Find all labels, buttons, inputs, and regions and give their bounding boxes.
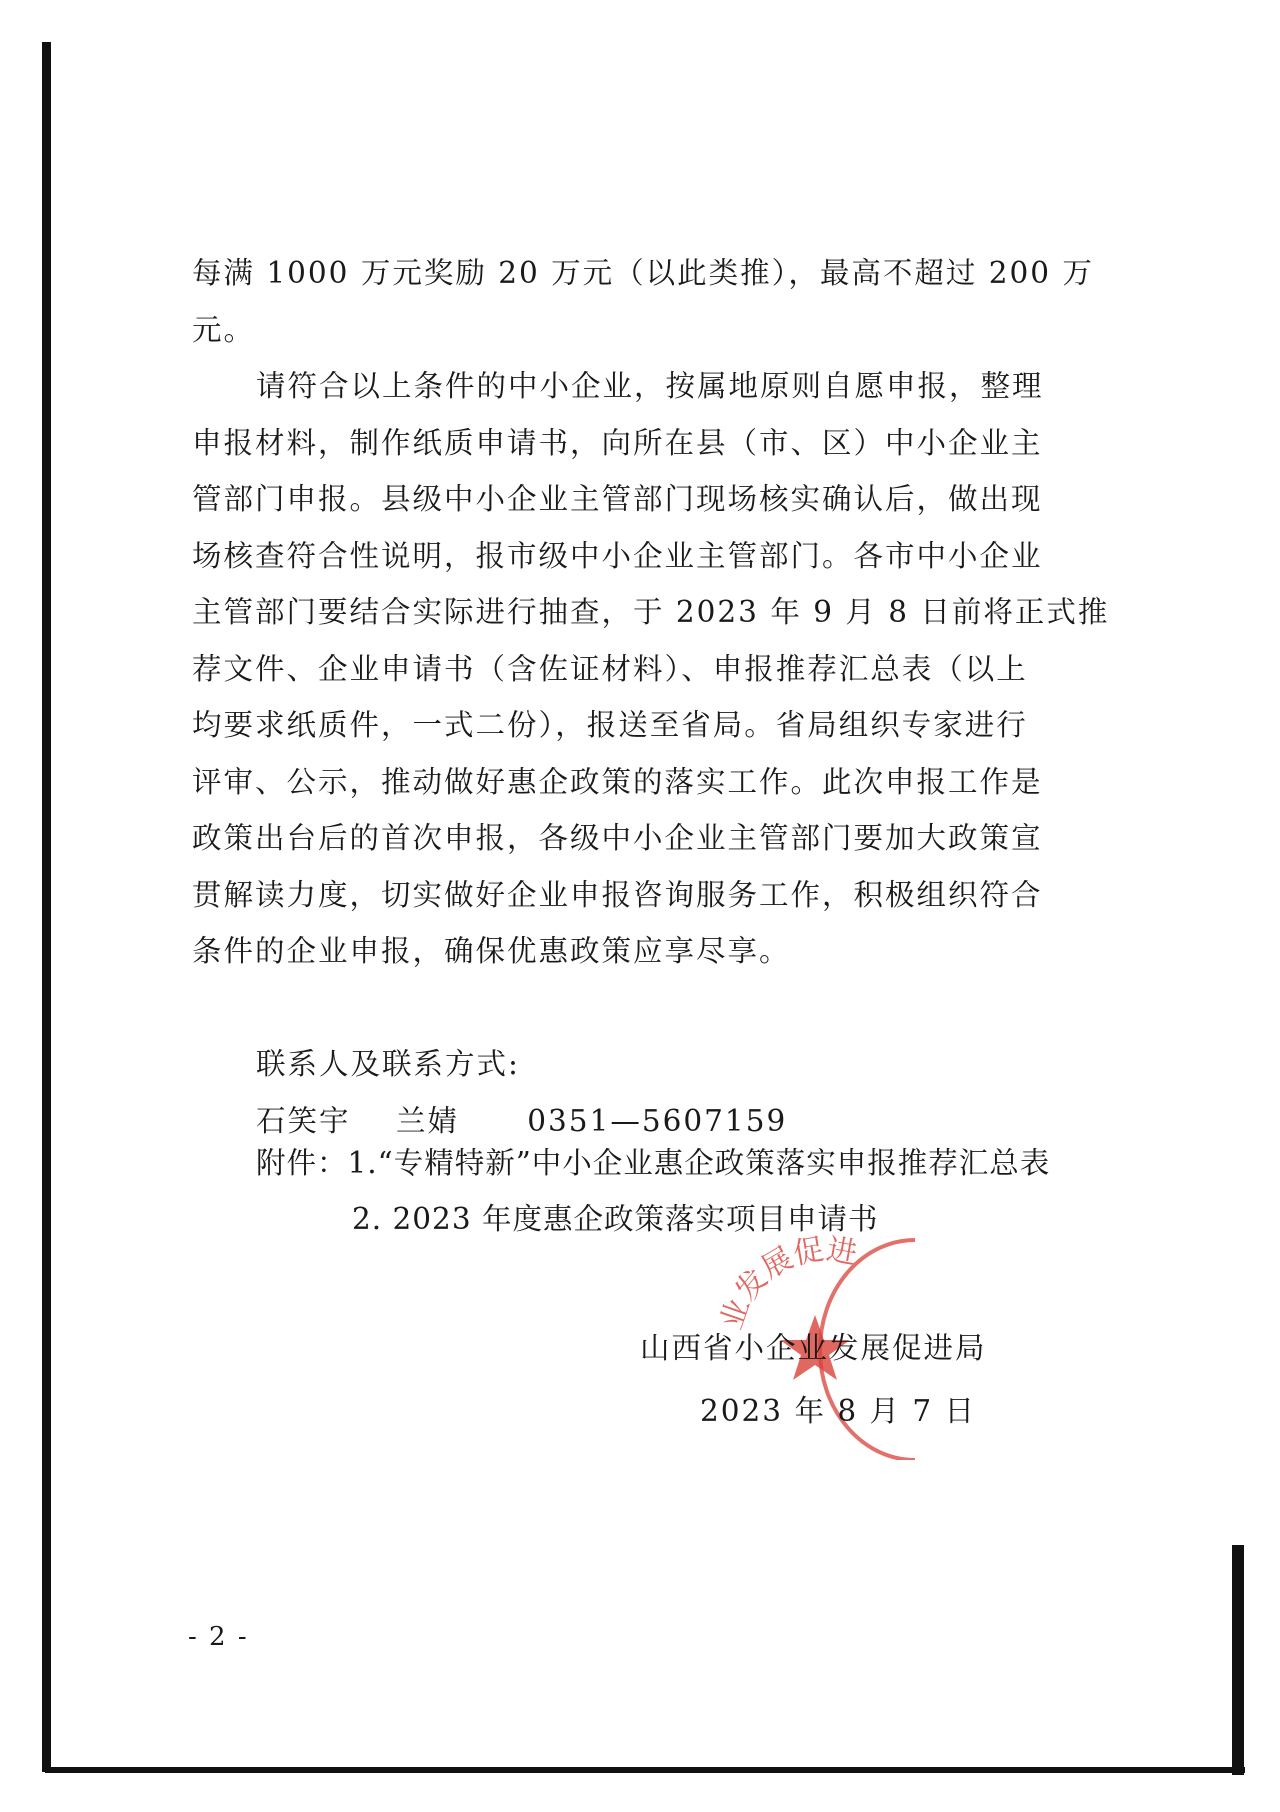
body-line: 条件的企业申报，确保优惠政策应享尽享。 xyxy=(192,934,791,968)
body-line: 政策出台后的首次申报，各级中小企业主管部门要加大政策宣 xyxy=(192,821,1043,855)
scan-border-left xyxy=(42,42,51,1772)
seal-text: 发展促进 xyxy=(728,1232,860,1308)
issuer-name: 山西省小企业发展促进局 xyxy=(640,1331,987,1365)
body-line xyxy=(192,980,1082,1037)
body-line: 元。 xyxy=(192,312,256,347)
body-line: 主管部门要结合实际进行抽查，于 2023 年 9 月 8 日前将正式推 xyxy=(192,595,1110,629)
scan-border-right xyxy=(1232,1545,1244,1775)
contact-label: 联系人及联系方式: xyxy=(256,1047,520,1081)
body-line: 评审、公示，推动做好惠企政策的落实工作。此次申报工作是 xyxy=(192,764,1043,799)
contact-line: 石笑宇 兰婧 0351—5607159 xyxy=(256,1103,788,1138)
body-line: 场核查符合性说明，报市级中小企业主管部门。各市中小企业 xyxy=(192,538,1043,573)
page-number: - 2 - xyxy=(188,1622,249,1652)
body-line: 请符合以上条件的中小企业，按属地原则自愿申报，整理 xyxy=(256,369,1044,403)
body-line: 申报材料，制作纸质申请书，向所在县（市、区）中小企业主 xyxy=(192,425,1043,460)
issue-date: 2023 年 8 月 7 日 xyxy=(700,1394,976,1428)
document-body xyxy=(192,245,1110,1149)
scan-border-bottom xyxy=(45,1767,1245,1773)
body-line: 管部门申报。县级中小企业主管部门现场核实确认后，做出现 xyxy=(192,482,1043,516)
body-line: 荐文件、企业申请书（含佐证材料）、申报推荐汇总表（以上 xyxy=(192,651,1028,686)
attachment-1: 附件：1.“专精特新”中小企业惠企政策落实申报推荐汇总表 xyxy=(256,1146,1051,1180)
attachment-2: 2. 2023 年度惠企政策落实项目申请书 xyxy=(352,1202,879,1236)
body-line: 每满 1000 万元奖励 20 万元（以此类推），最高不超过 200 万 xyxy=(192,256,1094,290)
body-line: 均要求纸质件，一式二份），报送至省局。省局组织专家进行 xyxy=(192,708,1028,742)
body-line: 贯解读力度，切实做好企业申报咨询服务工作，积极组织符合 xyxy=(192,877,1043,912)
